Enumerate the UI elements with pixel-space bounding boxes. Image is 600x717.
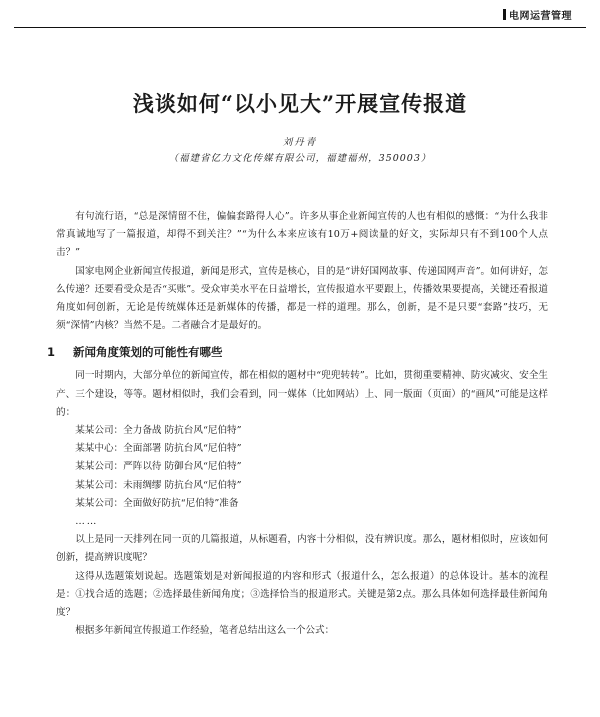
- section-number: 1: [47, 345, 56, 360]
- journal-section-label: 电网运营管理: [509, 11, 572, 22]
- paragraph-intro: 有句流行语，“总是深情留不住，偏偏套路得人心”。许多从事企业新闻宣传的人也有相似的感慨：“为什么我非常真诚地写了一篇报道，却得不到关注？”“为什么本来应该有10万+阅读量的好文，实际却只有不到100个人点击？”: [56, 211, 548, 259]
- analysis-paragraph: 以上是同一天排列在同一页的几篇报道，从标题看，内容十分相似，没有辨识度。那么，题材相似时，应该如何创新，提高辨识度呢？: [56, 534, 548, 564]
- example-headline: 某某公司：全面做好防抗“尼伯特”准备: [75, 497, 239, 509]
- list-ellipsis: ……: [75, 516, 99, 528]
- section-title: 新闻角度策划的可能性有哪些: [73, 345, 223, 360]
- journal-section-tag: [503, 7, 572, 22]
- example-headline: 某某公司：未雨绸缪 防抗台风“尼伯特”: [75, 479, 242, 491]
- paragraph-context: 国家电网企业新闻宣传报道，新闻是形式，宣传是核心，目的是“讲好国网故事、传递国网声音”。如何讲好，怎么传递？还要看受众是否“买账”。受众审美水平在日益增长，宣传报道水平要跟上，传播效果要提高，关键还看报道角度如何创新，无论是传统媒体还是新媒体的传播，都是一样的道理。那么，创新，是不是只要“套路”技巧，无须“深情”内核？当然不是。二者融合才是最好的。: [56, 265, 548, 332]
- example-headline: 某某中心：全面部署 防抗台风“尼伯特”: [75, 443, 242, 455]
- article-body: [47, 208, 548, 640]
- article-author: 刘丹青: [282, 137, 318, 148]
- header-rule: [14, 27, 586, 28]
- section-marker: [503, 9, 506, 20]
- example-headline: 某某公司：全力备战 防抗台风“尼伯特”: [75, 425, 242, 437]
- article-affiliation: （福建省亿力文化传媒有限公司，福建福州，350003）: [168, 153, 432, 164]
- topic-planning-paragraph: 这得从选题策划说起。选题策划是对新闻报道的内容和形式（报道什么，怎么报道）的总体设计。基本的流程是：①找合适的选题；②选择最佳新闻角度；③选择恰当的报道形式。关键是第2点。那么具体如何选择最佳新闻角度？: [56, 570, 548, 619]
- formula-lead-paragraph: 根据多年新闻宣传报道工作经验，笔者总结出这么一个公式：: [75, 625, 335, 637]
- section-intro-paragraph: 同一时期内，大部分单位的新闻宣传，都在相似的题材中“兜兜转转”。比如，贯彻重要精神、防灾减灾、安全生产、三个建设，等等。题材相似时，我们会看到，同一媒体（比如网站）上、同一版面（页面）的“画风”可能是这样的：: [56, 370, 548, 418]
- section-heading: [47, 343, 548, 361]
- example-headline: 某某公司：严阵以待 防御台风“尼伯特”: [75, 461, 242, 473]
- article-title: 浅谈如何“以小见大”开展宣传报道: [132, 91, 468, 116]
